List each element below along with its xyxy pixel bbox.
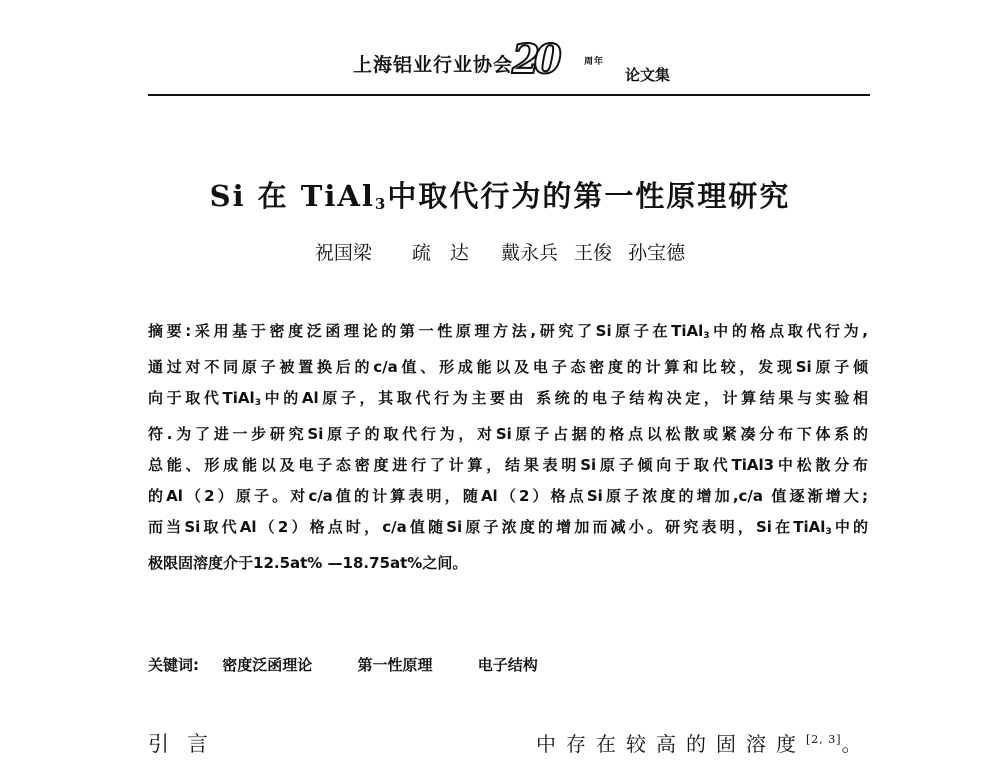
- keywords-label: 关键词:: [148, 656, 199, 674]
- section-heading-intro: 引言: [148, 732, 226, 756]
- author: 孙宝德: [628, 242, 686, 264]
- abstract-line: 极限固溶度介于12.5at% —18.75at%之间。: [148, 554, 468, 572]
- keyword: 密度泛函理论: [222, 656, 313, 674]
- anniversary-emblem-label: 周年: [584, 57, 605, 67]
- right-column-text: 中存在较高的固溶度[2, 3]。: [536, 732, 872, 756]
- title-suffix: 中取代行为的第一性原理研究: [387, 179, 791, 213]
- header-org-name: 上海铝业行业协会: [353, 54, 514, 76]
- citation: [2, 3]: [806, 733, 842, 746]
- abstract-line: 摘要:采用基于密度泛函理论的第一性原理方法,研究了Si原子在TiAl$_3$中的格点取代行为,: [148, 322, 868, 341]
- author-list: [0, 238, 1000, 265]
- author: 祝国梁: [314, 242, 372, 264]
- abstract: [148, 316, 868, 579]
- author: 戴永兵: [500, 242, 558, 264]
- header-collection-name: 论文集: [625, 66, 671, 84]
- anniversary-emblem: 20: [512, 36, 556, 83]
- abstract-line: 符.为了进一步研究Si原子的取代行为，对Si原子占据的格点以松散或紧凑分布下体系的: [148, 425, 868, 443]
- abstract-line: 向于取代TiAl$_3$中的Al原子，其取代行为主要由 系统的电子结构决定，计算结果与实验相: [148, 389, 869, 408]
- abstract-line: 的Al（2）原子。对c/a值的计算表明，随Al（2）格点Si原子浓度的增加,c/a 值逐渐增大;: [148, 487, 868, 505]
- author: 王俊: [574, 242, 613, 264]
- keyword: 第一性原理: [357, 656, 433, 674]
- author: 疏 达: [411, 242, 469, 264]
- abstract-line: 总能、形成能以及电子态密度进行了计算，结果表明Si原子倾向于取代TiAl3中松散分布: [148, 456, 868, 474]
- title-prefix: Si 在 TiAl: [209, 179, 375, 213]
- header-rule: [148, 94, 870, 96]
- abstract-line: 而当Si取代Al（2）格点时，c/a值随Si原子浓度的增加而减小。研究表明，Si在TiAl$_3$中的: [148, 518, 868, 537]
- keyword: 电子结构: [477, 656, 538, 674]
- paper-title: [0, 174, 1000, 215]
- abstract-line: 通过对不同原子被置换后的c/a值、形成能以及电子态密度的计算和比较，发现Si原子倾: [148, 358, 868, 376]
- running-header: [148, 36, 868, 94]
- keywords: [148, 654, 538, 675]
- title-subscript: 3: [374, 195, 388, 213]
